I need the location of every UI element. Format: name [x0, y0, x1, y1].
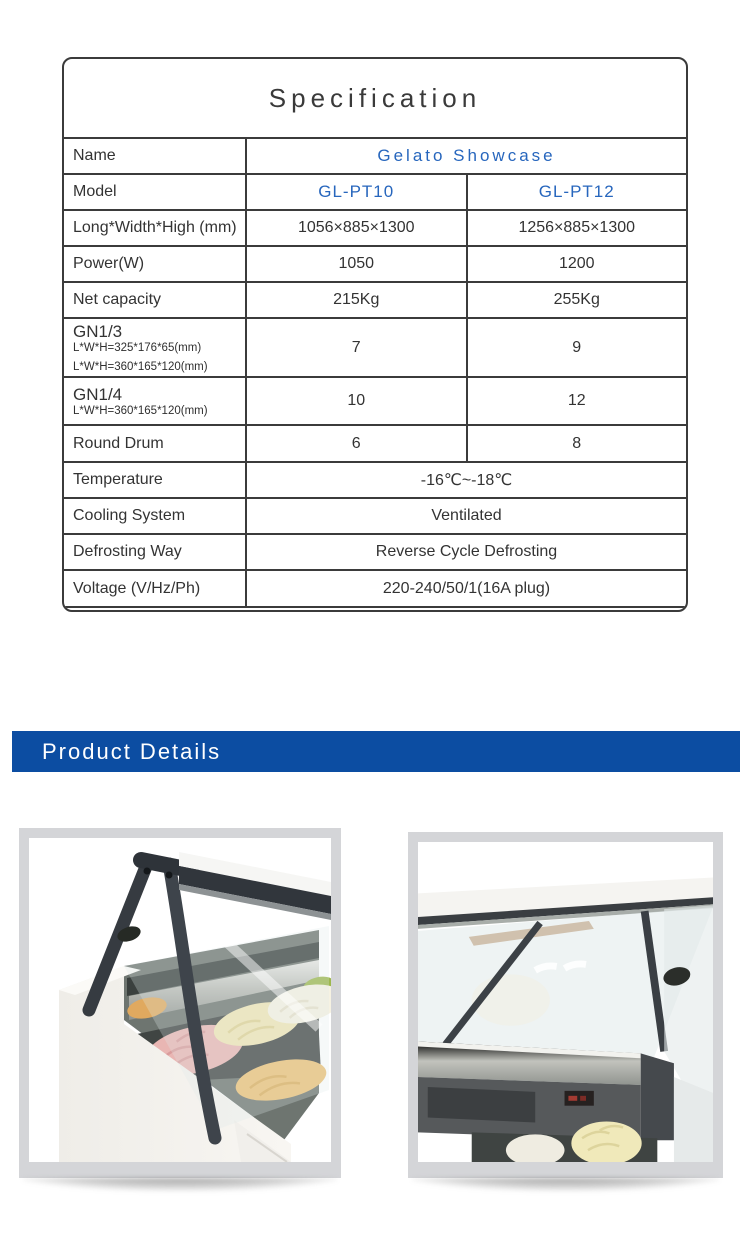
row-label: Model — [64, 175, 247, 209]
table-row-temperature — [64, 463, 686, 499]
cooling-value: Ventilated — [431, 507, 502, 524]
gelato-showcase-photo — [19, 828, 341, 1178]
table-title: Specification — [64, 59, 686, 139]
row-label — [64, 378, 247, 424]
table-row-voltage — [64, 571, 686, 608]
row-label: Power(W) — [64, 247, 247, 281]
capacity-2-value: 255Kg — [466, 283, 687, 317]
dimension-1-value: 1056×885×1300 — [297, 219, 415, 236]
power-2-value: 1200 — [466, 247, 687, 281]
row-label: Temperature — [64, 463, 247, 497]
temperature-value: -16℃~-18℃ — [420, 472, 513, 489]
gn13-size-1: L*W*H=325*176*65(mm) — [73, 341, 202, 354]
model-1-value: GL-PT10 — [318, 182, 395, 201]
drum-2-value: 8 — [466, 426, 687, 461]
table-row-round-drum — [64, 426, 686, 463]
row-label: Long*Width*High (mm) — [64, 211, 247, 245]
table-row-power — [64, 247, 686, 283]
dimension-2-value: 1256×885×1300 — [466, 211, 687, 245]
drum-1-value: 6 — [351, 434, 361, 452]
gn13-title: GN1/3 — [73, 321, 123, 341]
row-label — [64, 319, 247, 376]
gn13-size-2: L*W*H=360*165*120(mm) — [73, 360, 208, 373]
gn14-title: GN1/4 — [73, 384, 123, 404]
capacity-1-value: 215Kg — [333, 291, 380, 308]
showcase-corner-illustration — [29, 838, 331, 1162]
gn13-2-value: 9 — [466, 319, 687, 376]
gn14-2-value: 12 — [466, 378, 687, 424]
table-row-net-capacity — [64, 283, 686, 319]
table-row-gn13 — [64, 319, 686, 378]
row-label: Voltage (V/Hz/Ph) — [64, 571, 247, 606]
row-label: Name — [64, 139, 247, 173]
gn13-1-value: 7 — [351, 338, 361, 356]
power-1-value: 1050 — [338, 255, 375, 272]
glass-closeup-illustration — [418, 842, 713, 1162]
table-row-cooling — [64, 499, 686, 535]
table-row-dimensions — [64, 211, 686, 247]
table-row-defrosting — [64, 535, 686, 571]
banner-title: Product Details — [42, 738, 222, 764]
model-2-value: GL-PT12 — [466, 175, 687, 209]
table-row-model — [64, 175, 686, 211]
row-label: Defrosting Way — [64, 535, 247, 569]
product-details-banner — [12, 731, 740, 772]
voltage-value: 220-240/50/1(16A plug) — [382, 579, 551, 597]
row-value: Gelato Showcase — [377, 146, 556, 165]
showcase-glass-closeup-photo — [408, 832, 723, 1178]
gn14-size-1: L*W*H=360*165*120(mm) — [73, 404, 208, 417]
photo-shadow — [412, 1178, 719, 1195]
row-label: Cooling System — [64, 499, 247, 533]
table-row-gn14 — [64, 378, 686, 426]
specification-table — [62, 57, 688, 612]
gn14-1-value: 10 — [347, 392, 366, 409]
defrosting-value: Reverse Cycle Defrosting — [375, 543, 558, 560]
row-label: Net capacity — [64, 283, 247, 317]
table-row-name — [64, 139, 686, 175]
photo-shadow — [23, 1178, 337, 1195]
row-label: Round Drum — [64, 426, 247, 461]
